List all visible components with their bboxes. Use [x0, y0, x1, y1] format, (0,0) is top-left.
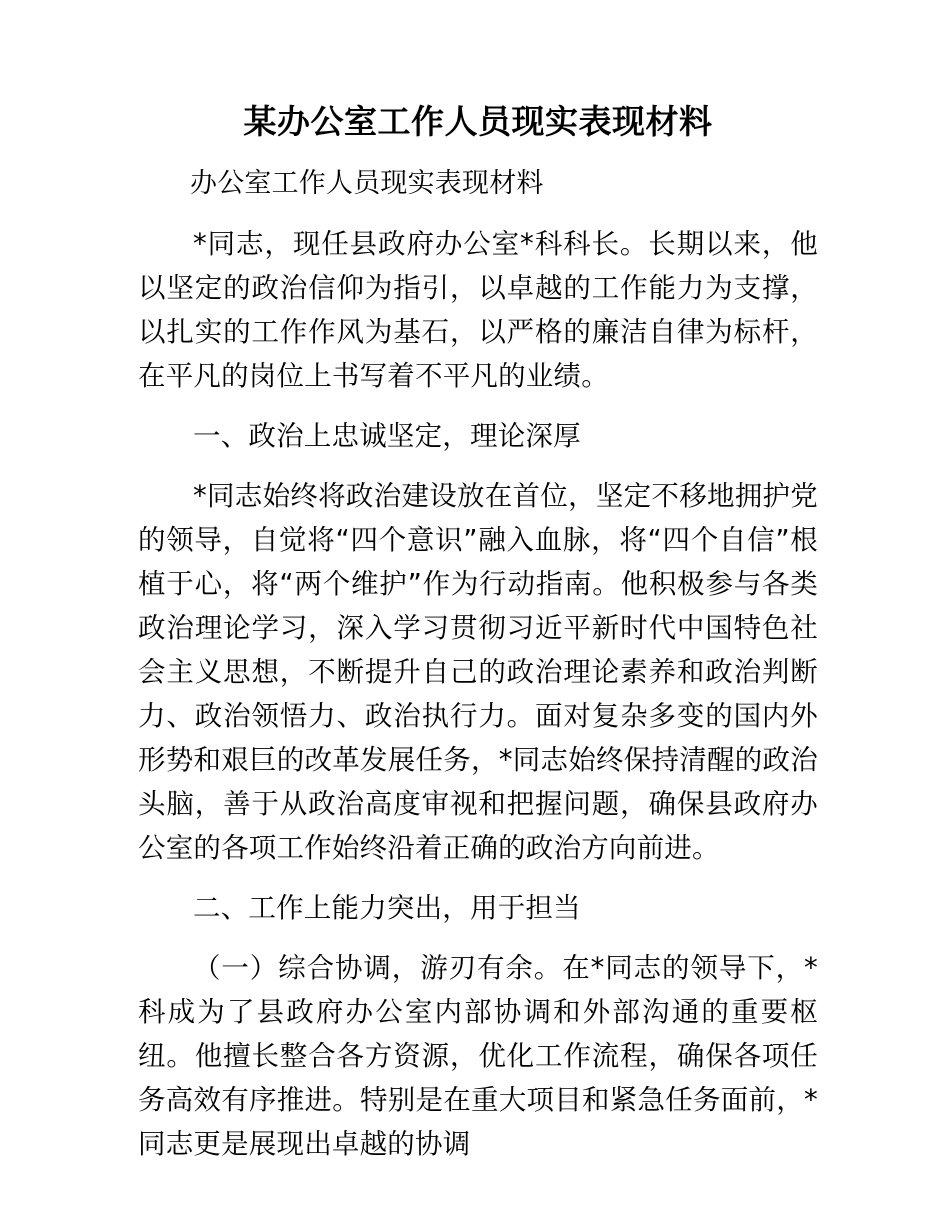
- intro-paragraph: *同志，现任县政府办公室*科科长。长期以来，他以坚定的政治信仰为指引，以卓越的工作能力为支撑，以扎实的工作作风为基石，以严格的廉洁自律为标杆，在平凡的岗位上书写着不平凡的业绩。: [138, 228, 818, 392]
- document-text-column: [138, 0, 818, 1166]
- section-two-paragraph: （一）综合协调，游刃有余。在*同志的领导下，*科成为了县政府办公室内部协调和外部沟通的重要枢纽。他擅长整合各方资源，优化工作流程，确保各项任务高效有序推进。特别是在重大项目和紧急任务面前，*同志更是展现出卓越的协调: [138, 952, 818, 1160]
- section-heading-two: 二、工作上能力突出，用于担当: [193, 892, 581, 924]
- document-subtitle: 办公室工作人员现实表现材料: [190, 168, 544, 199]
- page-title: 某办公室工作人员现实表现材料: [243, 102, 713, 141]
- section-one-paragraph: *同志始终将政治建设放在首位，坚定不移地拥护党的领导，自觉将“四个意识”融入血脉，将“四个自信”根植于心，将“两个维护”作为行动指南。他积极参与各类政治理论学习，深入学习贯彻习近平新时代中国特色社会主义思想，不断提升自己的政治理论素养和政治判断力、政治领悟力、政治执行力。面对复杂多变的国内外形势和艰巨的改革发展任务，*同志始终保持清醒的政治头脑，善于从政治高度审视和把握问题，确保县政府办公室的各项工作始终沿着正确的政治方向前进。: [138, 480, 818, 864]
- section-heading-one: 一、政治上忠诚坚定，理论深厚: [193, 420, 581, 452]
